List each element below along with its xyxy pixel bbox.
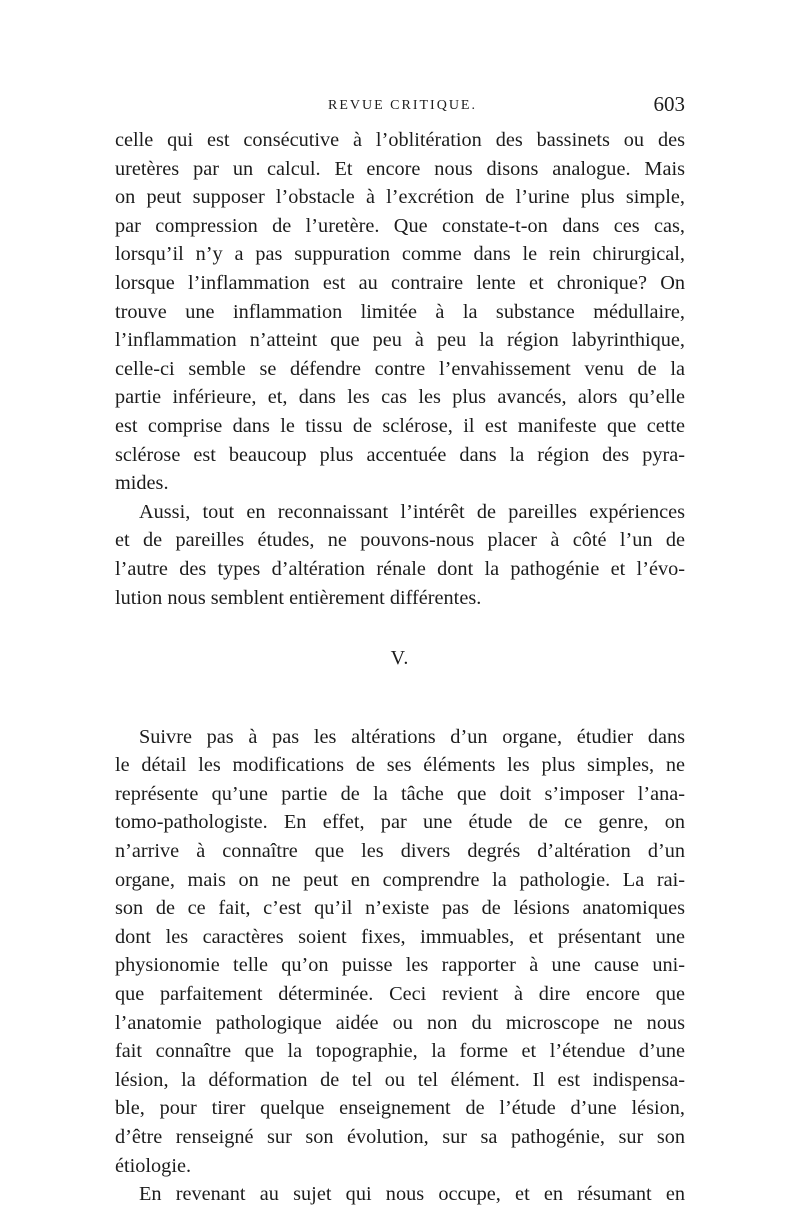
body-text	[115, 126, 685, 1209]
text-line: Suivre pas à pas les altérations d’un organe, étudier dans	[139, 725, 685, 748]
text-line: par compression de l’uretère. Que constate-t-on dans ces cas,	[115, 214, 685, 237]
paragraph-4	[115, 1180, 685, 1209]
text-line: celle-ci semble se défendre contre l’envahissement venu de la	[115, 357, 685, 380]
paragraph-3	[115, 723, 685, 1181]
paragraph-1	[115, 126, 685, 498]
text-line: l’anatomie pathologique aidée ou non du microscope ne nous	[115, 1011, 685, 1034]
text-line: n’arrive à connaître que les divers degrés d’altération d’un	[115, 840, 685, 863]
page-number: 603	[653, 92, 685, 116]
text-line: organe, mais on ne peut en comprendre la pathologie. La rai-	[115, 868, 685, 891]
text-line: tomo-pathologiste. En effet, par une étude de ce genre, on	[115, 811, 685, 834]
section-heading: V.	[390, 647, 410, 670]
text-line: représente qu’une partie de la tâche que doit s’imposer l’ana-	[115, 782, 685, 805]
text-line: on peut supposer l’obstacle à l’excrétion de l’urine plus simple,	[115, 186, 685, 209]
text-line: étiologie.	[115, 1154, 192, 1177]
text-line: lésion, la déformation de tel ou tel élément. Il est indispensa-	[115, 1068, 685, 1091]
text-line: le détail les modifications de ses éléments les plus simples, ne	[115, 754, 685, 777]
text-line: lorsqu’il n’y a pas suppuration comme dans le rein chirurgical,	[115, 243, 685, 266]
text-line: lorsque l’inflammation est au contraire lente et chronique? On	[115, 271, 685, 294]
text-line: son de ce fait, c’est qu’il n’existe pas de lésions anatomiques	[115, 897, 685, 920]
text-line: l’autre des types d’altération rénale dont la pathogénie et l’évo-	[115, 557, 685, 580]
text-line: ble, pour tirer quelque enseignement de l’étude d’une lésion,	[115, 1097, 685, 1120]
text-line: celle qui est consécutive à l’oblitération des bassinets ou des	[115, 129, 685, 151]
text-line: d’être renseigné sur son évolution, sur sa pathogénie, sur son	[115, 1126, 685, 1148]
text-line: En revenant au sujet qui nous occupe, et en résumant en	[139, 1183, 685, 1206]
text-line: l’inflammation n’atteint que peu à peu la région labyrinthique,	[115, 329, 685, 352]
text-line: physionomie telle qu’on puisse les rapporter à une cause uni-	[115, 954, 685, 977]
paragraph-2	[115, 498, 685, 612]
text-line: sclérose est beaucoup plus accentuée dans la région des pyra-	[115, 443, 685, 466]
text-line: et de pareilles études, ne pouvons-nous placer à côté l’un de	[115, 529, 685, 552]
page-header	[120, 92, 685, 122]
running-title: REVUE CRITIQUE.	[328, 98, 477, 113]
text-line: dont les caractères soient fixes, immuables, et présentant une	[115, 925, 685, 948]
text-line: mides.	[115, 472, 169, 495]
text-line: est comprise dans le tissu de sclérose, il est manifeste que cette	[115, 414, 685, 437]
text-line: trouve une inflammation limitée à la substance médullaire,	[115, 300, 685, 323]
text-line: uretères par un calcul. Et encore nous disons analogue. Mais	[115, 157, 685, 180]
text-line: Aussi, tout en reconnaissant l’intérêt de pareilles expériences	[139, 500, 685, 523]
text-line: fait connaître que la topographie, la forme et l’étendue d’une	[115, 1040, 685, 1063]
text-line: que parfaitement déterminée. Ceci revient à dire encore que	[115, 983, 685, 1006]
text-line: partie inférieure, et, dans les cas les plus avancés, alors qu’elle	[115, 386, 685, 409]
text-line: lution nous semblent entièrement différentes.	[115, 586, 482, 609]
